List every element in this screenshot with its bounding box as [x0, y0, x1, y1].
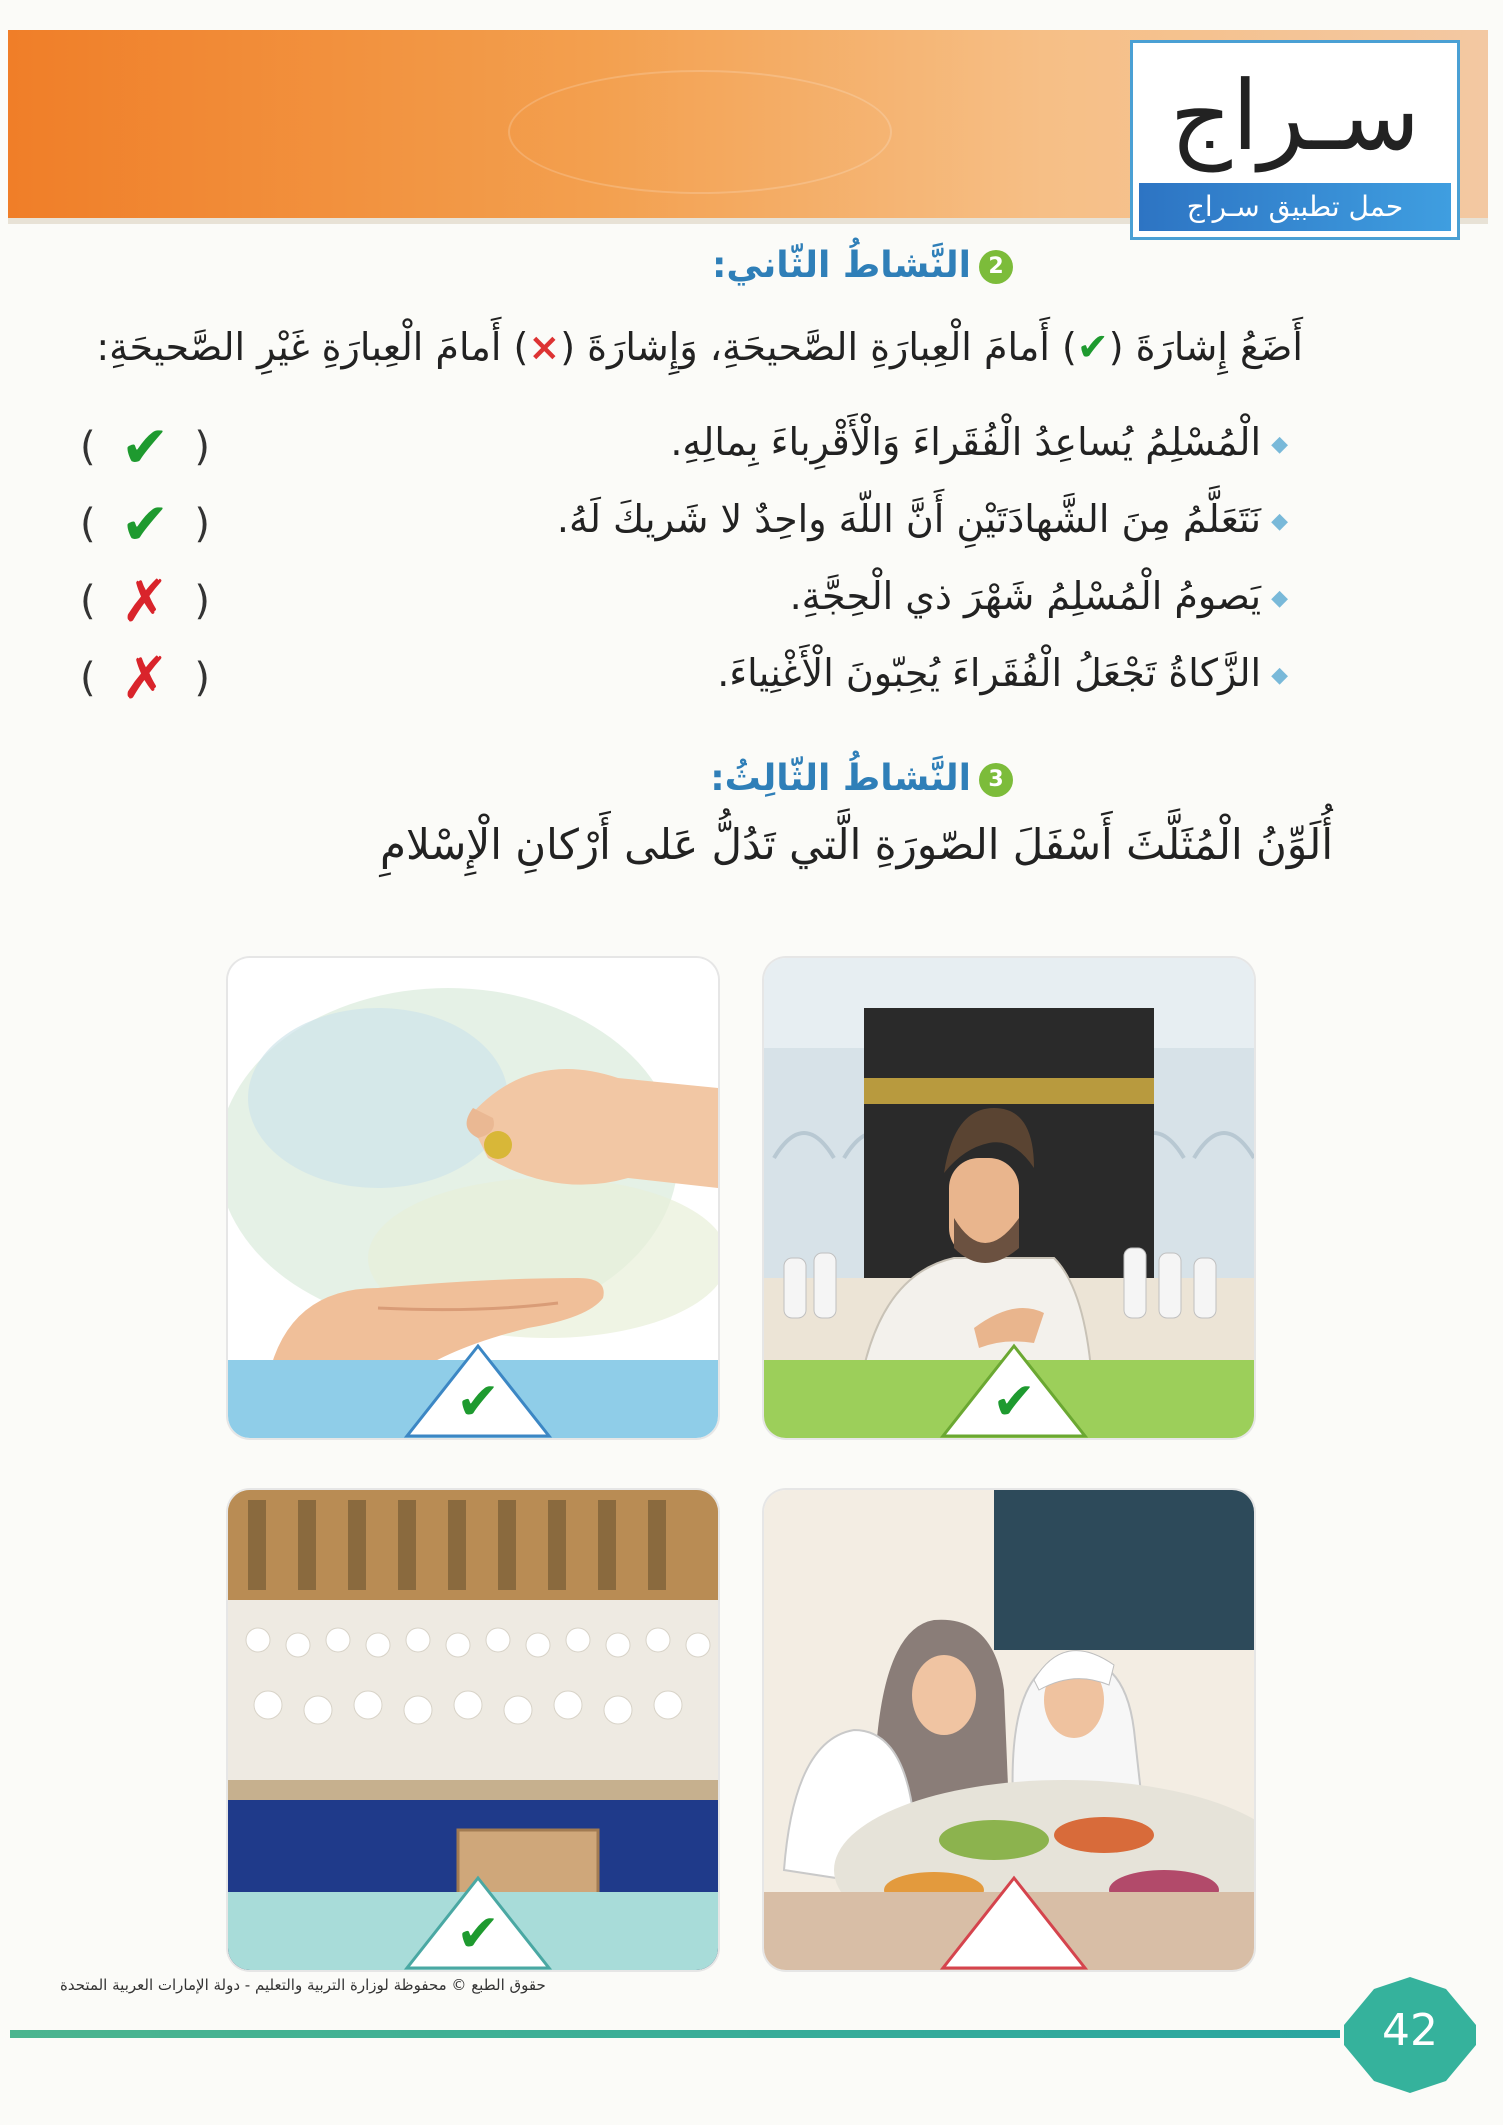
triangle-answer[interactable] — [403, 1342, 553, 1438]
statement-3 — [790, 574, 1288, 618]
answer-box-2[interactable] — [80, 489, 210, 559]
triangle-answer[interactable] — [939, 1874, 1089, 1970]
paren-close: ) — [194, 655, 210, 701]
paren-open: ( — [80, 655, 96, 701]
siraj-logo[interactable] — [1130, 40, 1460, 240]
cross-mark-icon: ✗ — [120, 567, 170, 635]
answer-box-3[interactable] — [80, 566, 210, 636]
card-hajj[interactable] — [764, 958, 1254, 1438]
activity3-heading-text: النَّشاطُ الثّالِثُ: — [710, 758, 971, 799]
instruction-part-2: ) أَمامَ الْعِبارَةِ الصَّحيحَةِ، وَإِشارَةَ ( — [560, 325, 1077, 369]
paren-open: ( — [80, 501, 96, 547]
checkmark-icon: ✔ — [456, 1904, 500, 1964]
triangle-answer[interactable] — [939, 1342, 1089, 1438]
diamond-bullet-icon: ◆ — [1271, 509, 1288, 534]
activity3-number-badge: 3 — [979, 763, 1013, 797]
paren-close: ) — [194, 424, 210, 470]
cross-icon: × — [528, 325, 561, 369]
diamond-bullet-icon: ◆ — [1271, 586, 1288, 611]
check-icon: ✔ — [1076, 325, 1109, 369]
diamond-bullet-icon: ◆ — [1271, 432, 1288, 457]
answer-box-4[interactable] — [80, 643, 210, 713]
answer-box-1[interactable] — [80, 412, 210, 482]
triangle-icon — [939, 1874, 1089, 1970]
logo-subtitle[interactable]: حمل تطبيق سـراج — [1139, 183, 1451, 231]
activity2-instruction — [96, 325, 1303, 369]
card-prayer[interactable] — [228, 1490, 718, 1970]
activity2-number-badge: 2 — [979, 250, 1013, 284]
page-number-badge — [1340, 1975, 1480, 2095]
statement-4 — [717, 651, 1288, 695]
statement-1 — [670, 420, 1288, 464]
footer-divider — [10, 2030, 1340, 2038]
paren-close: ) — [194, 578, 210, 624]
card-charity[interactable] — [228, 958, 718, 1438]
activity3-heading — [710, 758, 1013, 799]
checkmark-icon: ✔ — [992, 1372, 1036, 1432]
statement-text: الزَّكاةُ تَجْعَلُ الْفُقَراءَ يُحِبّونَ الْأَغْنِياءَ. — [717, 651, 1262, 695]
copyright-text: حقوق الطبع © محفوظة لوزارة التربية والتعليم - دولة الإمارات العربية المتحدة — [60, 1976, 546, 1994]
checkmark-icon: ✔ — [120, 413, 170, 481]
statement-text: يَصومُ الْمُسْلِمُ شَهْرَ ذي الْحِجَّةِ. — [789, 574, 1262, 618]
statement-2 — [557, 497, 1288, 541]
cross-mark-icon: ✗ — [120, 644, 170, 712]
checkmark-icon: ✔ — [456, 1372, 500, 1432]
statement-text: نَتَعَلَّمُ مِنَ الشَّهادَتَيْنِ أَنَّ اللّهَ واحِدٌ لا شَريكَ لَهُ. — [556, 497, 1262, 541]
paren-open: ( — [80, 578, 96, 624]
paren-close: ) — [194, 501, 210, 547]
statement-text: الْمُسْلِمُ يُساعِدُ الْفُقَراءَ وَالْأَقْرِباءَ بِمالِهِ. — [670, 420, 1262, 464]
instruction-part-3: ) أَمامَ الْعِبارَةِ غَيْرِ الصَّحيحَةِ: — [96, 325, 529, 369]
card-family-meal[interactable] — [764, 1490, 1254, 1970]
page-number: 42 — [1382, 2005, 1438, 2056]
instruction-part-1: أَضَعُ إِشارَةَ ( — [1108, 325, 1303, 369]
checkmark-icon: ✔ — [120, 490, 170, 558]
paren-open: ( — [80, 424, 96, 470]
banner-decoration — [508, 70, 892, 194]
logo-title: سـراج — [1169, 60, 1421, 172]
triangle-answer[interactable] — [403, 1874, 553, 1970]
activity2-heading-text: النَّشاطُ الثّاني: — [711, 245, 971, 286]
activity2-heading — [712, 245, 1013, 286]
diamond-bullet-icon: ◆ — [1271, 663, 1288, 688]
activity3-instruction: أُلَوِّنُ الْمُثَلَّثَ أَسْفَلَ الصّورَةِ الَّتي تَدُلُّ عَلى أَرْكانِ الْإِسْلامِ — [380, 820, 1333, 869]
